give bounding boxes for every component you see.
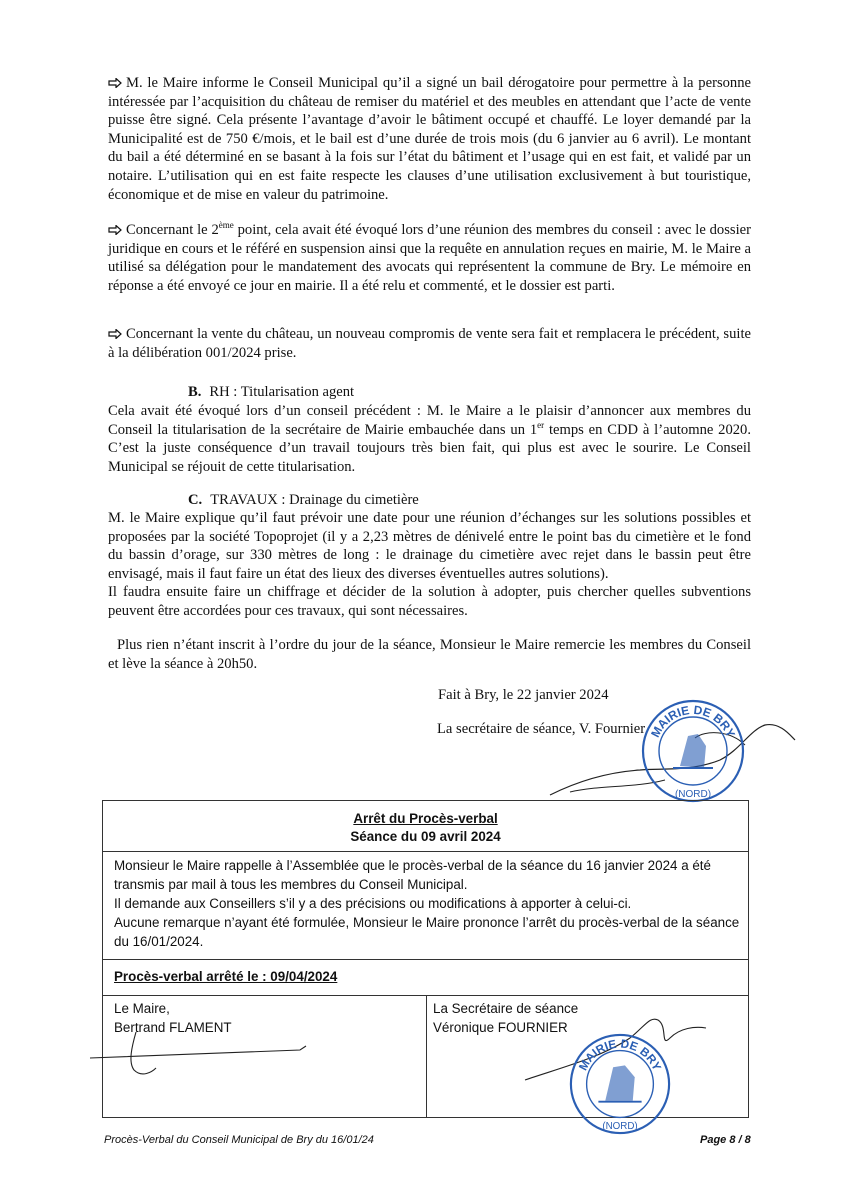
right-arrow-icon: [108, 329, 122, 339]
box-arrete-row: [103, 959, 748, 996]
box-title: Arrêt du Procès-verbal: [353, 811, 498, 826]
closing-paragraph: Plus rien n’étant inscrit à l’ordre du jour de la séance, Monsieur le Maire remercie les membres du Conseil et lève la séance à 20h50.: [108, 637, 751, 672]
section-c-text: M. le Maire explique qu’il faut prévoir une date pour une réunion d’échanges sur les solutions possibles et proposées par la société Topoprojet (il y a 2,23 mètres de dénivelé entre le point bas du cimetière et le fond du bassin d’orage, sur 330 mètres de long : le drainage du cimetière avec rejet dans le bassin peut être envisagé, mais il faut faire un état des lieux des diverses éventuelles autres solutions). Il faudra ensuite faire un chiffrage et décider de la solution à adopter, puis chercher quelles subventions peuvent être accordées pour ces travaux, qui sont nécessaires.: [108, 510, 751, 619]
section-c-heading: C. TRAVAUX : Drainage du cimetière: [188, 492, 419, 508]
stamp-top-text: MAIRIE DE BRY: [648, 702, 738, 740]
section-b-text: Cela avait été évoqué lors d’un conseil précédent : M. le Maire a le plaisir d’annoncer aux membres du Conseil la titularisation de la secrétaire de Mairie embauchée dans un 1er temps en CDD à l’automne 2020. C’est la juste conséquence d’un travail toujours très bien fait, qui plus est avec le sourire. Le Conseil Municipal se réjouit de cette titularisation.: [108, 403, 751, 475]
box-body-text-2: Il demande aux Conseillers s’il y a des précisions ou modifications à apporter à celui-ci.: [114, 896, 632, 911]
stamp-bottom-text: (NORD): [674, 789, 712, 800]
box-body-text-1: Monsieur le Maire rappelle à l’Assemblée que le procès-verbal de la séance du 16 janvier 2024 a été transmis par mail à tous les membres du Conseil Municipal.: [114, 858, 711, 892]
section-b-heading: B. RH : Titularisation agent: [188, 384, 355, 400]
secretaire-name: Véronique FOURNIER: [433, 1020, 568, 1035]
fait-a-line: Fait à Bry, le 22 janvier 2024: [438, 687, 609, 703]
stamp-bottom-text: (NORD): [602, 1121, 638, 1133]
stamp-top-text: MAIRIE DE BRY: [576, 1037, 664, 1073]
paragraph-bail: M. le Maire informe le Conseil Municipal qu’il a signé un bail dérogatoire pour permettre à la personne intéressée par l’acquisition du château de remiser du matériel et des meubles en attendant que l’acte de vente puisse être signé. Cela présente l’avantage d’avoir le bâtiment occupé et chauffé. Le loyer demandé par la Municipalité est de 750 €/mois, et le bail est d’une durée de trois mois (du 6 janvier au 6 avril). Le montant du bail a été déterminé en se basant à la fois sur l’état du bâtiment et l’usage qui en est fait, et validé par un notaire. L’utilisation qui en est faite respecte les clauses d’une utilisation exclusivement à but touristique, économique et de mise en valeur du patrimoine.: [108, 75, 751, 203]
arrete-date: Procès-verbal arrêté le : 09/04/2024: [114, 969, 338, 984]
signature-divider: [426, 995, 427, 1117]
paragraph-vente: Concernant la vente du château, un nouveau compromis de vente sera fait et remplacera le précédent, suite à la délibération 001/2024 prise.: [108, 326, 751, 361]
right-arrow-icon: [108, 225, 122, 235]
secretaire-role: La Secrétaire de séance: [433, 1001, 579, 1016]
secretaire-line: La secrétaire de séance, V. Fournier: [437, 721, 646, 737]
footer-page-number: Page 8 / 8: [700, 1134, 751, 1146]
maire-name: Bertrand FLAMENT: [114, 1020, 232, 1035]
maire-role: Le Maire,: [114, 1001, 170, 1016]
box-subtitle: Séance du 09 avril 2024: [350, 829, 501, 844]
maire-signature: [88, 1028, 318, 1084]
paragraph-avocats: Concernant le 2ème point, cela avait été évoqué lors d’une réunion des membres du conseil : avec le dossier juridique en cours et le référé en suspension ainsi que la requête en annulation reçues en mairie, M. le Maire a utilisé sa délégation pour le mandatement des avocats qui représentent la commune de Bry. Le mémoire en réponse a été envoyé ce jour en mairie. Il a été relu et commenté, et le dossier est parti.: [108, 220, 751, 294]
box-body-text-3: Aucune remarque n’ayant été formulée, Monsieur le Maire prononce l’arrêt du procès-verbal de la séance du 16/01/2024.: [114, 915, 740, 949]
mairie-stamp-upper: [638, 696, 748, 806]
footer-document-title: Procès-Verbal du Conseil Municipal de Bry du 16/01/24: [104, 1134, 374, 1146]
box-body-row: [103, 851, 748, 960]
box-title-row: [103, 801, 748, 852]
right-arrow-icon: [108, 78, 122, 88]
mairie-stamp-lower: [566, 1030, 674, 1138]
